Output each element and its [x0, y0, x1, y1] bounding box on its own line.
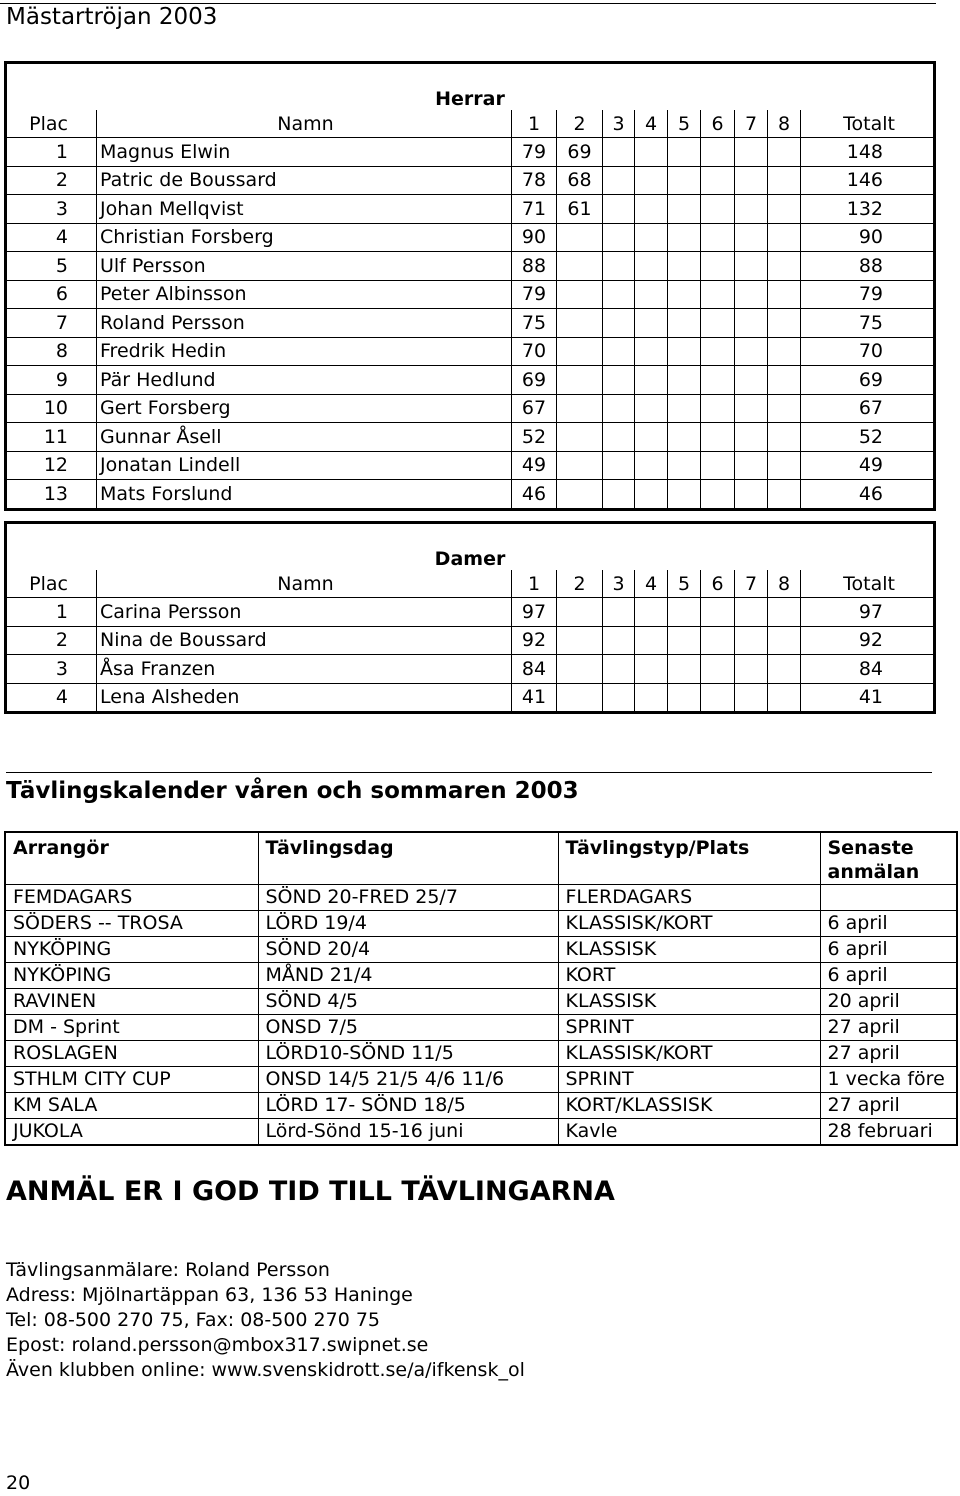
tavlingsdag-cell: SÖND 4/5 — [258, 989, 558, 1015]
arrangor-cell: RAVINEN — [5, 989, 258, 1015]
plac-cell: 2 — [6, 626, 97, 655]
result-row — [6, 195, 935, 224]
page-title: Mästartröjan 2003 — [6, 4, 218, 30]
round-score-cell: 84 — [512, 655, 557, 684]
round-score-cell: 41 — [512, 683, 557, 713]
name-cell: Roland Persson — [97, 309, 512, 338]
calendar-row — [5, 1015, 957, 1041]
damer-caption: Damer — [434, 548, 506, 570]
round-score-cell — [735, 480, 768, 510]
tavlingsdag-cell: MÅND 21/4 — [258, 963, 558, 989]
round-score-cell — [735, 223, 768, 252]
total-cell: 97 — [801, 598, 935, 627]
page-number: 20 — [6, 1472, 31, 1494]
result-row — [6, 366, 935, 395]
round-score-cell — [768, 166, 801, 195]
totalt-header: Totalt — [801, 570, 935, 598]
contact-phone: Tel: 08-500 270 75, Fax: 08-500 270 75 — [6, 1309, 381, 1331]
name-cell: Johan Mellqvist — [97, 195, 512, 224]
arrangor-header: Arrangör — [5, 832, 258, 885]
herrar-caption: Herrar — [435, 88, 505, 110]
round-score-cell — [603, 394, 635, 423]
round-score-cell — [701, 598, 735, 627]
total-cell: 75 — [801, 309, 935, 338]
round-score-cell — [603, 280, 635, 309]
round-score-cell — [768, 655, 801, 684]
senaste-anmalan-cell: 6 april — [820, 963, 957, 989]
round-score-cell — [635, 195, 668, 224]
round-score-cell: 69 — [512, 366, 557, 395]
tavlingstyp-cell: KORT — [558, 963, 820, 989]
tavlingstyp-cell: SPRINT — [558, 1015, 820, 1041]
name-cell: Gunnar Åsell — [97, 423, 512, 452]
tavlingstyp-cell: KLASSISK — [558, 937, 820, 963]
tavlingsdag-header: Tävlingsdag — [258, 832, 558, 885]
round-score-cell — [635, 309, 668, 338]
round-score-cell — [635, 480, 668, 510]
plac-cell: 3 — [6, 195, 97, 224]
plac-cell: 8 — [6, 337, 97, 366]
round-header: 8 — [768, 570, 801, 598]
total-cell: 84 — [801, 655, 935, 684]
round-score-cell — [735, 138, 768, 167]
tavlingsdag-cell: SÖND 20/4 — [258, 937, 558, 963]
senaste-anmalan-cell: 1 vecka före — [820, 1067, 957, 1093]
round-score-cell — [557, 394, 603, 423]
round-score-cell — [768, 138, 801, 167]
result-row — [6, 655, 935, 684]
calendar-row — [5, 1041, 957, 1067]
total-cell: 90 — [801, 223, 935, 252]
name-cell: Christian Forsberg — [97, 223, 512, 252]
round-header: 1 — [512, 110, 557, 138]
round-score-cell — [668, 252, 701, 281]
round-score-cell — [701, 138, 735, 167]
round-score-cell — [557, 451, 603, 480]
round-score-cell — [603, 626, 635, 655]
club-website[interactable]: Även klubben online: www.svenskidrott.se/a/ifkensk_ol — [6, 1359, 525, 1381]
result-row — [6, 138, 935, 167]
plac-header: Plac — [6, 110, 97, 138]
senaste-anmalan-header: Senaste anmälan — [820, 832, 957, 885]
calendar-row — [5, 1119, 957, 1146]
round-score-cell — [768, 598, 801, 627]
round-score-cell — [603, 366, 635, 395]
round-score-cell — [768, 280, 801, 309]
total-cell: 67 — [801, 394, 935, 423]
total-cell: 88 — [801, 252, 935, 281]
senaste-anmalan-cell: 6 april — [820, 937, 957, 963]
total-cell: 132 — [801, 195, 935, 224]
round-score-cell — [635, 337, 668, 366]
round-score-cell — [603, 138, 635, 167]
round-score-cell — [557, 655, 603, 684]
name-cell: Fredrik Hedin — [97, 337, 512, 366]
name-cell: Pär Hedlund — [97, 366, 512, 395]
round-score-cell — [603, 223, 635, 252]
round-score-cell — [735, 366, 768, 395]
round-header: 1 — [512, 570, 557, 598]
total-cell: 49 — [801, 451, 935, 480]
round-score-cell — [603, 598, 635, 627]
round-score-cell — [603, 451, 635, 480]
arrangor-cell: DM - Sprint — [5, 1015, 258, 1041]
round-score-cell — [735, 280, 768, 309]
name-cell: Ulf Persson — [97, 252, 512, 281]
round-score-cell — [635, 366, 668, 395]
plac-cell: 4 — [6, 683, 97, 713]
tavlingstyp-cell: KLASSISK/KORT — [558, 911, 820, 937]
calendar-header-row — [5, 832, 957, 885]
round-score-cell: 75 — [512, 309, 557, 338]
round-header: 7 — [735, 110, 768, 138]
result-row — [6, 480, 935, 510]
senaste-anmalan-cell — [820, 885, 957, 911]
round-score-cell — [668, 223, 701, 252]
arrangor-cell: NYKÖPING — [5, 963, 258, 989]
round-header: 2 — [557, 570, 603, 598]
round-score-cell — [701, 309, 735, 338]
arrangor-cell: KM SALA — [5, 1093, 258, 1119]
senaste-anmalan-cell: 28 februari — [820, 1119, 957, 1146]
round-score-cell — [735, 598, 768, 627]
round-score-cell — [635, 451, 668, 480]
round-header: 5 — [668, 110, 701, 138]
herrar-header-row — [6, 110, 935, 138]
round-score-cell: 88 — [512, 252, 557, 281]
round-score-cell — [668, 337, 701, 366]
round-score-cell — [603, 309, 635, 338]
round-score-cell — [635, 394, 668, 423]
round-score-cell — [668, 309, 701, 338]
round-score-cell — [557, 309, 603, 338]
tavlingstyp-header: Tävlingstyp/Plats — [558, 832, 820, 885]
calendar-heading: Tävlingskalender våren och sommaren 2003 — [6, 778, 579, 804]
round-header: 8 — [768, 110, 801, 138]
plac-cell: 6 — [6, 280, 97, 309]
round-score-cell — [557, 626, 603, 655]
round-score-cell — [735, 337, 768, 366]
plac-cell: 11 — [6, 423, 97, 452]
result-row — [6, 451, 935, 480]
round-score-cell — [603, 195, 635, 224]
contact-email[interactable]: Epost: roland.persson@mbox317.swipnet.se — [6, 1334, 429, 1356]
result-row — [6, 309, 935, 338]
round-score-cell — [701, 223, 735, 252]
round-header: 4 — [635, 110, 668, 138]
round-score-cell: 67 — [512, 394, 557, 423]
round-score-cell — [668, 280, 701, 309]
round-score-cell — [735, 252, 768, 281]
round-score-cell: 79 — [512, 138, 557, 167]
round-header: 2 — [557, 110, 603, 138]
name-cell: Nina de Boussard — [97, 626, 512, 655]
name-cell: Mats Forslund — [97, 480, 512, 510]
round-score-cell — [735, 394, 768, 423]
round-score-cell — [768, 683, 801, 713]
name-cell: Åsa Franzen — [97, 655, 512, 684]
name-cell: Gert Forsberg — [97, 394, 512, 423]
round-score-cell: 68 — [557, 166, 603, 195]
round-header: 5 — [668, 570, 701, 598]
round-score-cell — [735, 451, 768, 480]
result-row — [6, 337, 935, 366]
round-score-cell — [768, 195, 801, 224]
damer-header-row — [6, 570, 935, 598]
round-score-cell — [701, 480, 735, 510]
round-score-cell — [768, 309, 801, 338]
arrangor-cell: FEMDAGARS — [5, 885, 258, 911]
round-score-cell — [668, 138, 701, 167]
round-score-cell — [603, 683, 635, 713]
round-score-cell — [701, 655, 735, 684]
round-score-cell — [668, 655, 701, 684]
round-score-cell — [735, 309, 768, 338]
namn-header: Namn — [97, 570, 512, 598]
round-score-cell — [635, 683, 668, 713]
section-rule — [6, 772, 932, 773]
name-cell: Jonatan Lindell — [97, 451, 512, 480]
round-score-cell — [768, 451, 801, 480]
arrangor-cell: SÖDERS -- TROSA — [5, 911, 258, 937]
round-score-cell — [557, 252, 603, 281]
senaste-anmalan-cell: 27 april — [820, 1041, 957, 1067]
name-cell: Magnus Elwin — [97, 138, 512, 167]
result-row — [6, 166, 935, 195]
round-score-cell — [701, 423, 735, 452]
calendar-row — [5, 1093, 957, 1119]
namn-header: Namn — [97, 110, 512, 138]
tavlingstyp-cell: KLASSISK/KORT — [558, 1041, 820, 1067]
round-score-cell — [668, 195, 701, 224]
round-score-cell — [668, 598, 701, 627]
round-score-cell — [668, 480, 701, 510]
calendar-row — [5, 911, 957, 937]
result-row — [6, 252, 935, 281]
total-cell: 70 — [801, 337, 935, 366]
round-score-cell: 46 — [512, 480, 557, 510]
calendar-row — [5, 937, 957, 963]
plac-cell: 10 — [6, 394, 97, 423]
plac-cell: 7 — [6, 309, 97, 338]
round-score-cell: 70 — [512, 337, 557, 366]
round-score-cell: 90 — [512, 223, 557, 252]
round-score-cell — [668, 451, 701, 480]
plac-cell: 4 — [6, 223, 97, 252]
round-score-cell — [768, 626, 801, 655]
round-score-cell — [735, 195, 768, 224]
round-score-cell — [603, 655, 635, 684]
plac-cell: 13 — [6, 480, 97, 510]
round-score-cell — [768, 366, 801, 395]
round-score-cell — [603, 337, 635, 366]
round-score-cell: 61 — [557, 195, 603, 224]
contact-person: Tävlingsanmälare: Roland Persson — [6, 1259, 330, 1281]
name-cell: Lena Alsheden — [97, 683, 512, 713]
round-header: 3 — [603, 570, 635, 598]
round-score-cell — [768, 423, 801, 452]
round-score-cell — [603, 480, 635, 510]
tavlingsdag-cell: LÖRD 17- SÖND 18/5 — [258, 1093, 558, 1119]
round-score-cell — [735, 655, 768, 684]
total-cell: 146 — [801, 166, 935, 195]
round-score-cell — [701, 451, 735, 480]
plac-header: Plac — [6, 570, 97, 598]
round-score-cell — [768, 223, 801, 252]
round-header: 3 — [603, 110, 635, 138]
round-header: 6 — [701, 110, 735, 138]
round-score-cell — [768, 337, 801, 366]
round-score-cell — [668, 394, 701, 423]
arrangor-cell: STHLM CITY CUP — [5, 1067, 258, 1093]
tavlingsdag-cell: Lörd-Sönd 15-16 juni — [258, 1119, 558, 1146]
round-score-cell — [635, 626, 668, 655]
totalt-header: Totalt — [801, 110, 935, 138]
senaste-anmalan-cell: 20 april — [820, 989, 957, 1015]
round-score-cell — [768, 252, 801, 281]
tavlingsdag-cell: SÖND 20-FRED 25/7 — [258, 885, 558, 911]
tavlingstyp-cell: FLERDAGARS — [558, 885, 820, 911]
plac-cell: 9 — [6, 366, 97, 395]
round-score-cell — [635, 138, 668, 167]
calendar-row — [5, 989, 957, 1015]
name-cell: Carina Persson — [97, 598, 512, 627]
round-score-cell: 52 — [512, 423, 557, 452]
arrangor-cell: ROSLAGEN — [5, 1041, 258, 1067]
round-score-cell — [735, 166, 768, 195]
calendar-row — [5, 885, 957, 911]
total-cell: 148 — [801, 138, 935, 167]
result-row — [6, 394, 935, 423]
tavlingstyp-cell: KLASSISK — [558, 989, 820, 1015]
round-score-cell — [668, 683, 701, 713]
round-score-cell — [735, 423, 768, 452]
round-header: 4 — [635, 570, 668, 598]
arrangor-cell: NYKÖPING — [5, 937, 258, 963]
tavlingsdag-cell: LÖRD 19/4 — [258, 911, 558, 937]
result-row — [6, 683, 935, 713]
calendar-row — [5, 1067, 957, 1093]
round-score-cell — [557, 423, 603, 452]
round-score-cell — [701, 195, 735, 224]
round-score-cell — [735, 626, 768, 655]
result-row — [6, 626, 935, 655]
total-cell: 69 — [801, 366, 935, 395]
tavlingstyp-cell: SPRINT — [558, 1067, 820, 1093]
round-score-cell — [635, 166, 668, 195]
round-score-cell — [635, 223, 668, 252]
round-score-cell — [635, 598, 668, 627]
total-cell: 79 — [801, 280, 935, 309]
round-score-cell: 79 — [512, 280, 557, 309]
calendar-row — [5, 963, 957, 989]
round-score-cell — [557, 480, 603, 510]
round-score-cell — [668, 423, 701, 452]
plac-cell: 1 — [6, 138, 97, 167]
round-score-cell: 49 — [512, 451, 557, 480]
round-score-cell: 92 — [512, 626, 557, 655]
round-score-cell — [668, 166, 701, 195]
round-score-cell — [701, 366, 735, 395]
tavlingsdag-cell: ONSD 14/5 21/5 4/6 11/6 — [258, 1067, 558, 1093]
round-header: 7 — [735, 570, 768, 598]
round-score-cell — [635, 280, 668, 309]
name-cell: Peter Albinsson — [97, 280, 512, 309]
result-row — [6, 423, 935, 452]
round-score-cell — [557, 280, 603, 309]
contact-address: Adress: Mjölnartäppan 63, 136 53 Haninge — [6, 1284, 413, 1306]
tavlingstyp-cell: Kavle — [558, 1119, 820, 1146]
plac-cell: 5 — [6, 252, 97, 281]
damer-results-table — [4, 521, 936, 714]
total-cell: 46 — [801, 480, 935, 510]
senaste-anmalan-cell: 6 april — [820, 911, 957, 937]
arrangor-cell: JUKOLA — [5, 1119, 258, 1146]
herrar-results-table — [4, 61, 936, 511]
round-score-cell — [603, 166, 635, 195]
plac-cell: 1 — [6, 598, 97, 627]
round-score-cell — [701, 683, 735, 713]
round-header: 6 — [701, 570, 735, 598]
result-row — [6, 598, 935, 627]
round-score-cell — [557, 366, 603, 395]
round-score-cell — [557, 598, 603, 627]
tavlingstyp-cell: KORT/KLASSISK — [558, 1093, 820, 1119]
round-score-cell — [701, 394, 735, 423]
round-score-cell: 71 — [512, 195, 557, 224]
round-score-cell — [701, 252, 735, 281]
round-score-cell — [603, 252, 635, 281]
result-row — [6, 223, 935, 252]
round-score-cell — [701, 626, 735, 655]
round-score-cell — [701, 280, 735, 309]
round-score-cell — [735, 683, 768, 713]
round-score-cell — [668, 366, 701, 395]
tavlingsdag-cell: LÖRD10-SÖND 11/5 — [258, 1041, 558, 1067]
round-score-cell — [768, 480, 801, 510]
round-score-cell — [635, 252, 668, 281]
round-score-cell — [635, 423, 668, 452]
round-score-cell — [701, 166, 735, 195]
total-cell: 92 — [801, 626, 935, 655]
round-score-cell — [668, 626, 701, 655]
plac-cell: 2 — [6, 166, 97, 195]
round-score-cell — [635, 655, 668, 684]
tavlingsdag-cell: ONSD 7/5 — [258, 1015, 558, 1041]
senaste-anmalan-cell: 27 april — [820, 1015, 957, 1041]
round-score-cell: 97 — [512, 598, 557, 627]
plac-cell: 12 — [6, 451, 97, 480]
round-score-cell — [603, 423, 635, 452]
contact-block — [6, 1258, 525, 1383]
registration-notice: ANMÄL ER I GOD TID TILL TÄVLINGARNA — [6, 1176, 615, 1207]
round-score-cell — [557, 223, 603, 252]
name-cell: Patric de Boussard — [97, 166, 512, 195]
result-row — [6, 280, 935, 309]
round-score-cell — [701, 337, 735, 366]
round-score-cell — [557, 337, 603, 366]
round-score-cell — [557, 683, 603, 713]
senaste-anmalan-cell: 27 april — [820, 1093, 957, 1119]
plac-cell: 3 — [6, 655, 97, 684]
total-cell: 52 — [801, 423, 935, 452]
round-score-cell: 78 — [512, 166, 557, 195]
round-score-cell: 69 — [557, 138, 603, 167]
total-cell: 41 — [801, 683, 935, 713]
competition-calendar-table — [4, 831, 958, 1146]
round-score-cell — [768, 394, 801, 423]
